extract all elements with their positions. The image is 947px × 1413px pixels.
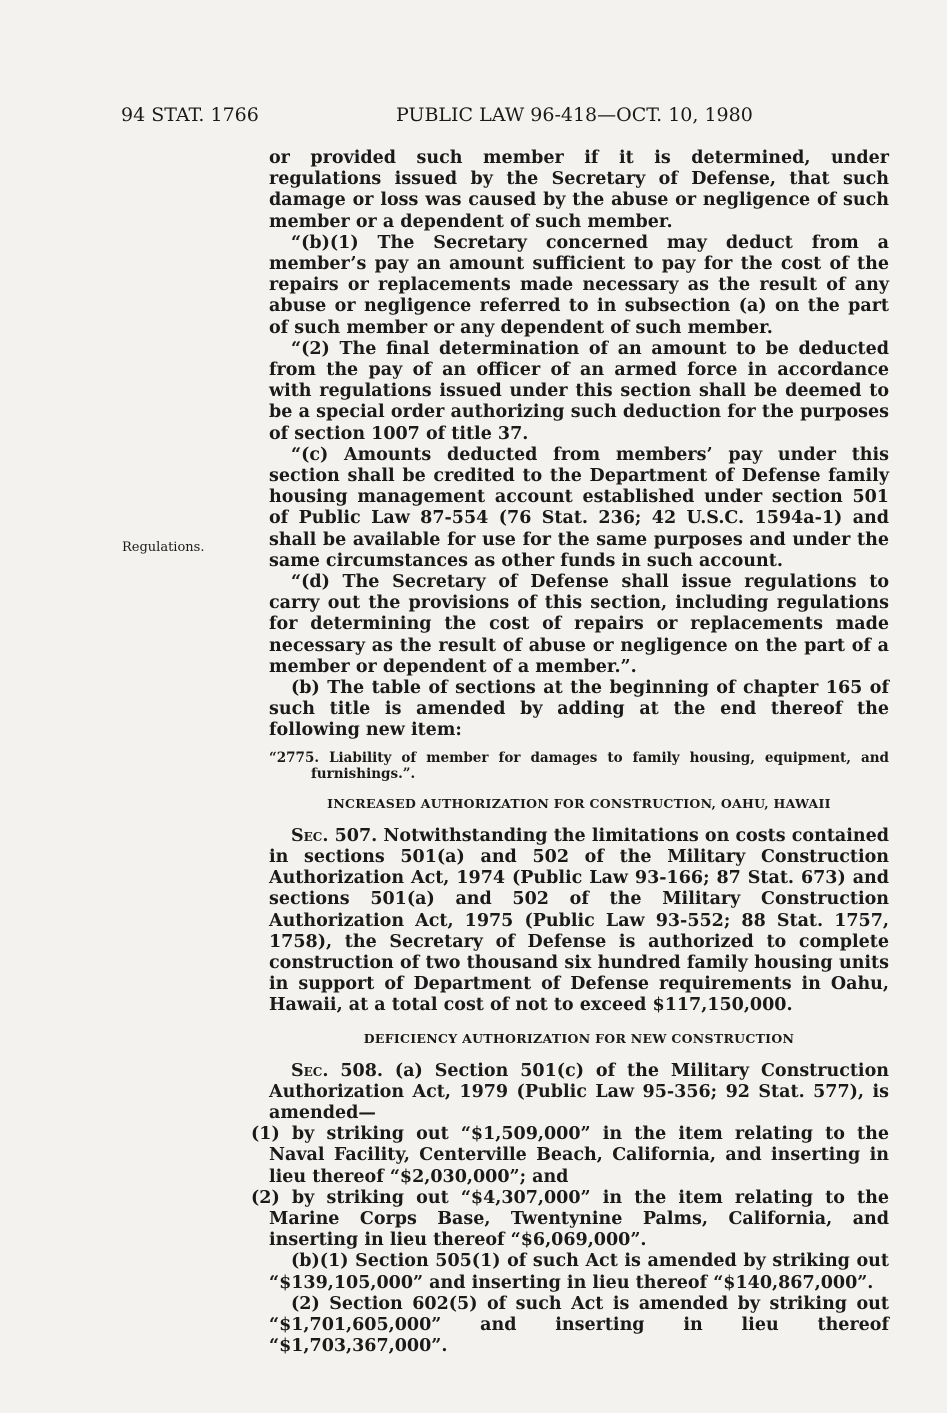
paragraph-continuation: or provided such member if it is determined, under regulations issued by the Secretary of Defense, that such damage or loss was caused by the abuse or negligence of such member or a dependent of such member.: [269, 148, 889, 232]
paragraph-d: “(d) The Secretary of Defense shall issue regulations to carry out the provisions of this section, including regulations for determining the cost of repairs or replacements made necessary as the result of abuse or negligence on the part of a member or dependent of a member.”.: [269, 572, 889, 677]
paragraph-2-section-602: (2) Section 602(5) of such Act is amended by striking out “$1,701,605,000” and inserting in lieu thereof “$1,703,367,000”.: [269, 1293, 889, 1357]
section-508-text: (a) Section 501(c) of the Military Construction Authorization Act, 1979 (Public Law 95-356; 92 Stat. 577), is amended—: [269, 1060, 889, 1123]
paragraph-b2: “(2) The final determination of an amount to be deducted from the pay of an officer of an armed force in accordance with regulations issued under this section shall be deemed to be a special order authorizing such deduction for the purposes of section 1007 of title 37.: [269, 338, 889, 444]
paragraph-b1: “(b)(1) The Secretary concerned may deduct from a member’s pay an amount sufficient to pay for the cost of the repairs or replacements made necessary as the result of any abuse or negligence referred to in subsection (a) on the part of such member or any dependent of such member.: [269, 232, 889, 338]
page-header: [0, 104, 947, 134]
section-heading-deficiency: DEFICIENCY AUTHORIZATION FOR NEW CONSTRUCTION: [363, 1030, 795, 1046]
section-507: [269, 826, 889, 1017]
new-item-2775: “2775. Liability of member for damages to family housing, equipment, and furnishings.”.: [269, 749, 889, 782]
paragraph-table-amendment: (b) The table of sections at the beginning of chapter 165 of such title is amended by adding at the end thereof the following new item:: [269, 678, 889, 741]
section-507-label: Sec. 507.: [291, 825, 378, 846]
section-508: [269, 1061, 889, 1125]
amendment-item-2: (2) by striking out “$4,307,000” in the item relating to the Marine Corps Base, Twentynine Palms, California, and inserting in lieu thereof “$6,069,000”.: [251, 1187, 889, 1251]
section-508-label: Sec. 508.: [291, 1060, 383, 1081]
paragraph-b1-section-505: (b)(1) Section 505(1) of such Act is amended by striking out “$139,105,000” and inserting in lieu thereof “$140,867,000”.: [269, 1251, 889, 1293]
paragraph-c: “(c) Amounts deducted from members’ pay under this section shall be credited to the Department of Defense family housing management account established under section 501 of Public Law 87-554 (76 Stat. 236; 42 U.S.C. 1594a-1) and shall be available for use for the same purposes and under the same circumstances as other funds in such account.: [269, 444, 889, 571]
section-heading-oahu: INCREASED AUTHORIZATION FOR CONSTRUCTION, OAHU, HAWAII: [327, 795, 831, 811]
margin-note-regulations: Regulations.: [122, 540, 205, 555]
stat-page-number: 94 STAT. 1766: [121, 104, 259, 126]
public-law-title: PUBLIC LAW 96-418—OCT. 10, 1980: [396, 104, 753, 126]
amendment-item-1: (1) by striking out “$1,509,000” in the item relating to the Naval Facility, Centerville Beach, California, and inserting in lieu thereof “$2,030,000”; and: [251, 1124, 889, 1187]
section-507-text: Notwithstanding the limitations on costs contained in sections 501(a) and 502 of the Military Construction Authorization Act, 1974 (Public Law 93-166; 87 Stat. 673) and sections 501(a) and 502 of the Military Construction Authorization Act, 1975 (Public Law 93-552; 88 Stat. 1757, 1758), the Secretary of Defense is authorized to complete construction of two thousand six hundred family housing units in support of Department of Defense requirements in Oahu, Hawaii, at a total cost of not to exceed $117,150,000.: [269, 825, 889, 1016]
document-body: [251, 148, 889, 1357]
